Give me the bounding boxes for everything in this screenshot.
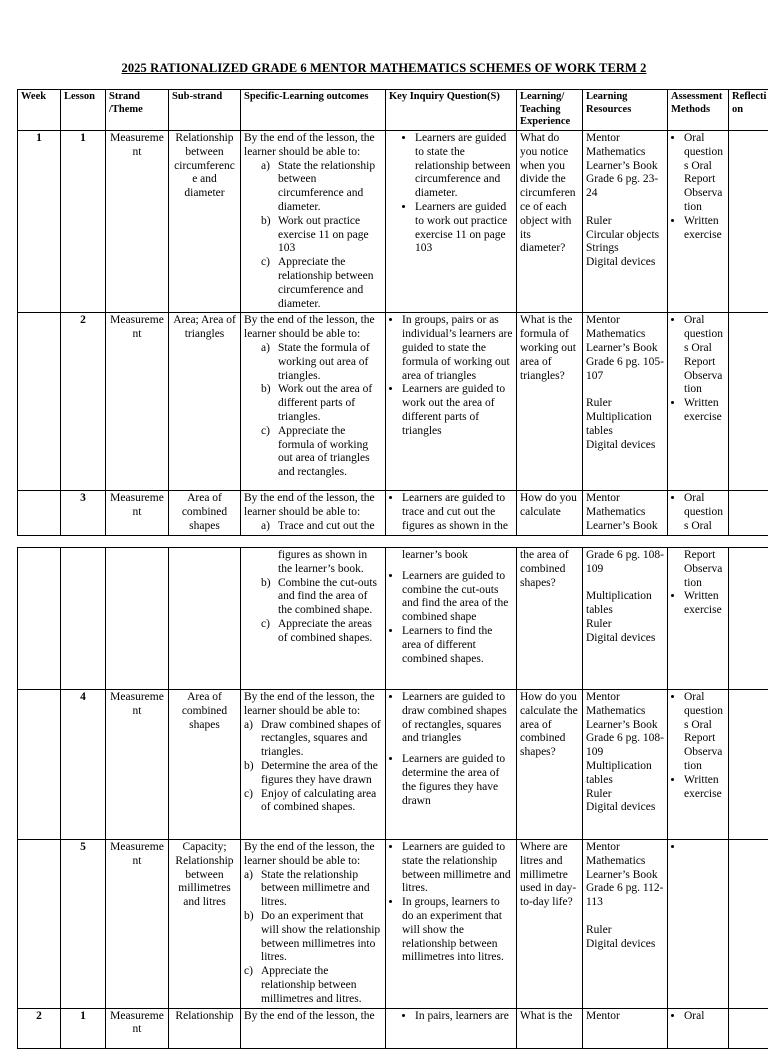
assessment-item: • Written exercise [684, 590, 725, 618]
resource-item: Multiplication tables [586, 590, 664, 618]
outcomes-cell [241, 690, 386, 840]
outcome-item: b) Determine the area of the figures they have drawn [261, 760, 382, 788]
inquiry-cell: the area of combined shapes? [517, 548, 583, 690]
activities-cell [386, 548, 517, 690]
strand-cell: Measurement [106, 491, 169, 535]
strand-cell: Measurement [106, 131, 169, 313]
activities-cell [386, 840, 517, 1009]
activity-item: • Learners are guided to work out the area of different parts of triangles [402, 383, 513, 438]
week-cell [18, 548, 61, 690]
resource-item: Multiplication tables [586, 411, 664, 439]
assessment-item-empty [684, 841, 725, 855]
outcome-item: a) State the relationship between circumference and diameter. [278, 160, 382, 215]
table-row [18, 313, 768, 491]
table-row [18, 690, 768, 840]
strand-cell: Measurement [106, 690, 169, 840]
resource-item: Digital devices [586, 256, 664, 270]
outcomes-cell [241, 491, 386, 535]
activity-item: • Learners to find the area of different combined shapes. [402, 625, 513, 666]
assessment-item: • Written exercise [684, 397, 725, 425]
activities-cell [386, 491, 517, 535]
resource-book: Mentor Mathematics Learner’s Book Grade 6 pg. 105-107 [586, 314, 664, 383]
lesson-cell: 1 [61, 131, 106, 313]
inquiry-cell: How do you calculate [517, 491, 583, 535]
outcome-item: c) Appreciate the relationship between millimetres and litres. [261, 965, 382, 1006]
resources-cell [583, 690, 668, 840]
reflection-cell [729, 690, 768, 840]
outcome-item: b) Do an experiment that will show the relationship between millimetres into litres. [261, 910, 382, 965]
assessment-cell [668, 1008, 729, 1048]
activity-item: • Learners are guided to state the relationship between circumference and diameter. [415, 132, 513, 201]
assessment-cell [668, 491, 729, 535]
resource-item: Digital devices [586, 938, 664, 952]
week-cell [18, 313, 61, 491]
strand-cell [106, 548, 169, 690]
outcomes-cell [241, 840, 386, 1009]
inquiry-cell: What is the formula of working out area of triangles? [517, 313, 583, 491]
outcomes-cell [241, 313, 386, 491]
assessment-cell [668, 840, 729, 1009]
activity-item: • Learners are guided to draw combined shapes of rectangles, squares and triangles [402, 691, 513, 746]
sub-strand-cell [169, 548, 241, 690]
table-row [18, 491, 768, 535]
header-week: Week [18, 90, 61, 131]
assessment-cell [668, 548, 729, 690]
header-outcomes: Specific-Learning outcomes [241, 90, 386, 131]
resource-item: Circular objects [586, 229, 664, 243]
strand-cell: Measurement [106, 1008, 169, 1048]
resource-item: Ruler [586, 397, 664, 411]
sub-strand-cell: Area; Area of triangles [169, 313, 241, 491]
sub-strand-cell: Relationship between circumference and diameter [169, 131, 241, 313]
week-cell [18, 840, 61, 1009]
assessment-item: • Oral questions Oral [684, 492, 725, 533]
week-cell: 2 [18, 1008, 61, 1048]
inquiry-cell: What do you notice when you divide the circumference of each object with its diameter? [517, 131, 583, 313]
outcome-item: a) State the relationship between millimetre and litres. [261, 869, 382, 910]
inquiry-cell: What is the [517, 1008, 583, 1048]
resources-cell: Mentor Mathematics Learner’s Book [583, 491, 668, 535]
outcome-item: c) Enjoy of calculating area of combined shapes. [261, 788, 382, 816]
resources-cell: Mentor [583, 1008, 668, 1048]
resources-cell [583, 131, 668, 313]
outcome-item: c) Appreciate the formula of working out area of triangles and rectangles. [278, 425, 382, 480]
assessment-continued: Report Observation [671, 549, 725, 590]
activities-cell [386, 131, 517, 313]
outcome-item: a) Trace and cut out the [278, 520, 382, 534]
assessment-cell [668, 131, 729, 313]
resource-item: Strings [586, 242, 664, 256]
outcome-item: b) Work out practice exercise 11 on page 103 [278, 215, 382, 256]
header-inquiry: Key Inquiry Question(S) [386, 90, 517, 131]
activity-item: • Learners are guided to determine the area of the figures they have drawn [402, 753, 513, 808]
activity-item: • In groups, pairs or as individual’s learners are guided to state the formula of working out area of triangles [402, 314, 513, 383]
resource-book: Mentor Mathematics Learner’s Book Grade 6 pg. 108-109 [586, 691, 664, 760]
assessment-item: • Written exercise [684, 215, 725, 243]
scheme-table-part-1 [17, 89, 768, 536]
sub-strand-cell: Relationship [169, 1008, 241, 1048]
activity-continued: learner’s book [389, 549, 513, 563]
outcomes-intro: By the end of the lesson, the learner should be able to: [244, 132, 382, 160]
resource-item: Ruler [586, 788, 664, 802]
lesson-cell [61, 548, 106, 690]
outcomes-cell: By the end of the lesson, the [241, 1008, 386, 1048]
outcome-item: a) State the formula of working out area of triangles. [278, 342, 382, 383]
lesson-cell: 2 [61, 313, 106, 491]
header-row [18, 90, 768, 131]
resources-cell [583, 548, 668, 690]
strand-cell: Measurement [106, 313, 169, 491]
lesson-cell: 4 [61, 690, 106, 840]
header-strand: Strand /Theme [106, 90, 169, 131]
lesson-cell: 3 [61, 491, 106, 535]
table-row [18, 131, 768, 313]
header-resources: Learning Resources [583, 90, 668, 131]
document-title: 2025 RATIONALIZED GRADE 6 MENTOR MATHEMATICS SCHEMES OF WORK TERM 2 [0, 62, 768, 76]
activity-item: • Learners are guided to trace and cut out the figures as shown in the [402, 492, 513, 533]
outcomes-intro: By the end of the lesson, the learner should be able to: [244, 841, 382, 869]
resource-item: Ruler [586, 924, 664, 938]
resource-item: Digital devices [586, 801, 664, 815]
lesson-cell: 1 [61, 1008, 106, 1048]
activity-item: • In pairs, learners are [415, 1010, 513, 1024]
resource-book: Mentor Mathematics Learner’s Book Grade 6 pg. 23-24 [586, 132, 664, 201]
assessment-item: • Oral questions Oral Report Observation [684, 314, 725, 397]
reflection-cell [729, 131, 768, 313]
activity-item: • In groups, learners to do an experiment that will show the relationship between millimetres into litres. [402, 896, 513, 965]
resource-book: Grade 6 pg. 108-109 [586, 549, 664, 577]
header-sub-strand: Sub-strand [169, 90, 241, 131]
resource-item: Digital devices [586, 439, 664, 453]
week-cell [18, 491, 61, 535]
resources-cell [583, 313, 668, 491]
sub-strand-cell: Area of combined shapes [169, 690, 241, 840]
week-cell: 1 [18, 131, 61, 313]
inquiry-cell: Where are litres and millimetre used in day-to-day life? [517, 840, 583, 1009]
header-experience: Learning/ Teaching Experience [517, 90, 583, 131]
activity-item: • Learners are guided to state the relationship between millimetre and litres. [402, 841, 513, 896]
resources-cell [583, 840, 668, 1009]
assessment-item: • Oral questions Oral Report Observation [684, 691, 725, 774]
outcome-item: c) Appreciate the relationship between circumference and diameter. [278, 256, 382, 311]
activity-item: • Learners are guided to combine the cut-outs and find the area of the combined shape [402, 570, 513, 625]
lesson-cell: 5 [61, 840, 106, 1009]
scheme-table-part-2 [17, 547, 768, 1049]
reflection-cell [729, 491, 768, 535]
outcome-item: b) Work out the area of different parts of triangles. [278, 383, 382, 424]
header-reflection: Reflecti on [729, 90, 768, 131]
resource-book: Mentor Mathematics Learner’s Book Grade 6 pg. 112-113 [586, 841, 664, 910]
header-lesson: Lesson [61, 90, 106, 131]
reflection-cell [729, 840, 768, 1009]
table-row [18, 1008, 768, 1048]
activity-item: • Learners are guided to work out practice exercise 11 on page 103 [415, 201, 513, 256]
reflection-cell [729, 548, 768, 690]
outcome-item: b) Combine the cut-outs and find the area of the combined shape. [278, 577, 382, 618]
assessment-cell [668, 690, 729, 840]
resource-item: Digital devices [586, 632, 664, 646]
assessment-item: • Oral [684, 1010, 725, 1024]
week-cell [18, 690, 61, 840]
sub-strand-cell: Capacity; Relationship between millimetres and litres [169, 840, 241, 1009]
reflection-cell [729, 313, 768, 491]
table-row [18, 840, 768, 1009]
outcomes-intro: By the end of the lesson, the learner should be able to: [244, 492, 382, 520]
outcomes-intro: By the end of the lesson, the learner should be able to: [244, 691, 382, 719]
outcome-item: c) Appreciate the areas of combined shapes. [278, 618, 382, 646]
outcome-continued: figures as shown in the learner’s book. [244, 549, 382, 577]
activities-cell [386, 313, 517, 491]
inquiry-cell: How do you calculate the area of combined shapes? [517, 690, 583, 840]
outcome-item: a) Draw combined shapes of rectangles, squares and triangles. [261, 719, 382, 760]
reflection-cell [729, 1008, 768, 1048]
assessment-cell [668, 313, 729, 491]
strand-cell: Measurement [106, 840, 169, 1009]
sub-strand-cell: Area of combined shapes [169, 491, 241, 535]
resource-item: Ruler [586, 215, 664, 229]
outcomes-intro: By the end of the lesson, the learner should be able to: [244, 314, 382, 342]
table-row-continued [18, 548, 768, 690]
resource-item: Ruler [586, 618, 664, 632]
outcomes-cell [241, 131, 386, 313]
header-assessment: Assessment Methods [668, 90, 729, 131]
resource-item: Multiplication tables [586, 760, 664, 788]
activities-cell [386, 690, 517, 840]
assessment-item: • Written exercise [684, 774, 725, 802]
activities-cell [386, 1008, 517, 1048]
outcomes-cell [241, 548, 386, 690]
assessment-item: • Oral questions Oral Report Observation [684, 132, 725, 215]
